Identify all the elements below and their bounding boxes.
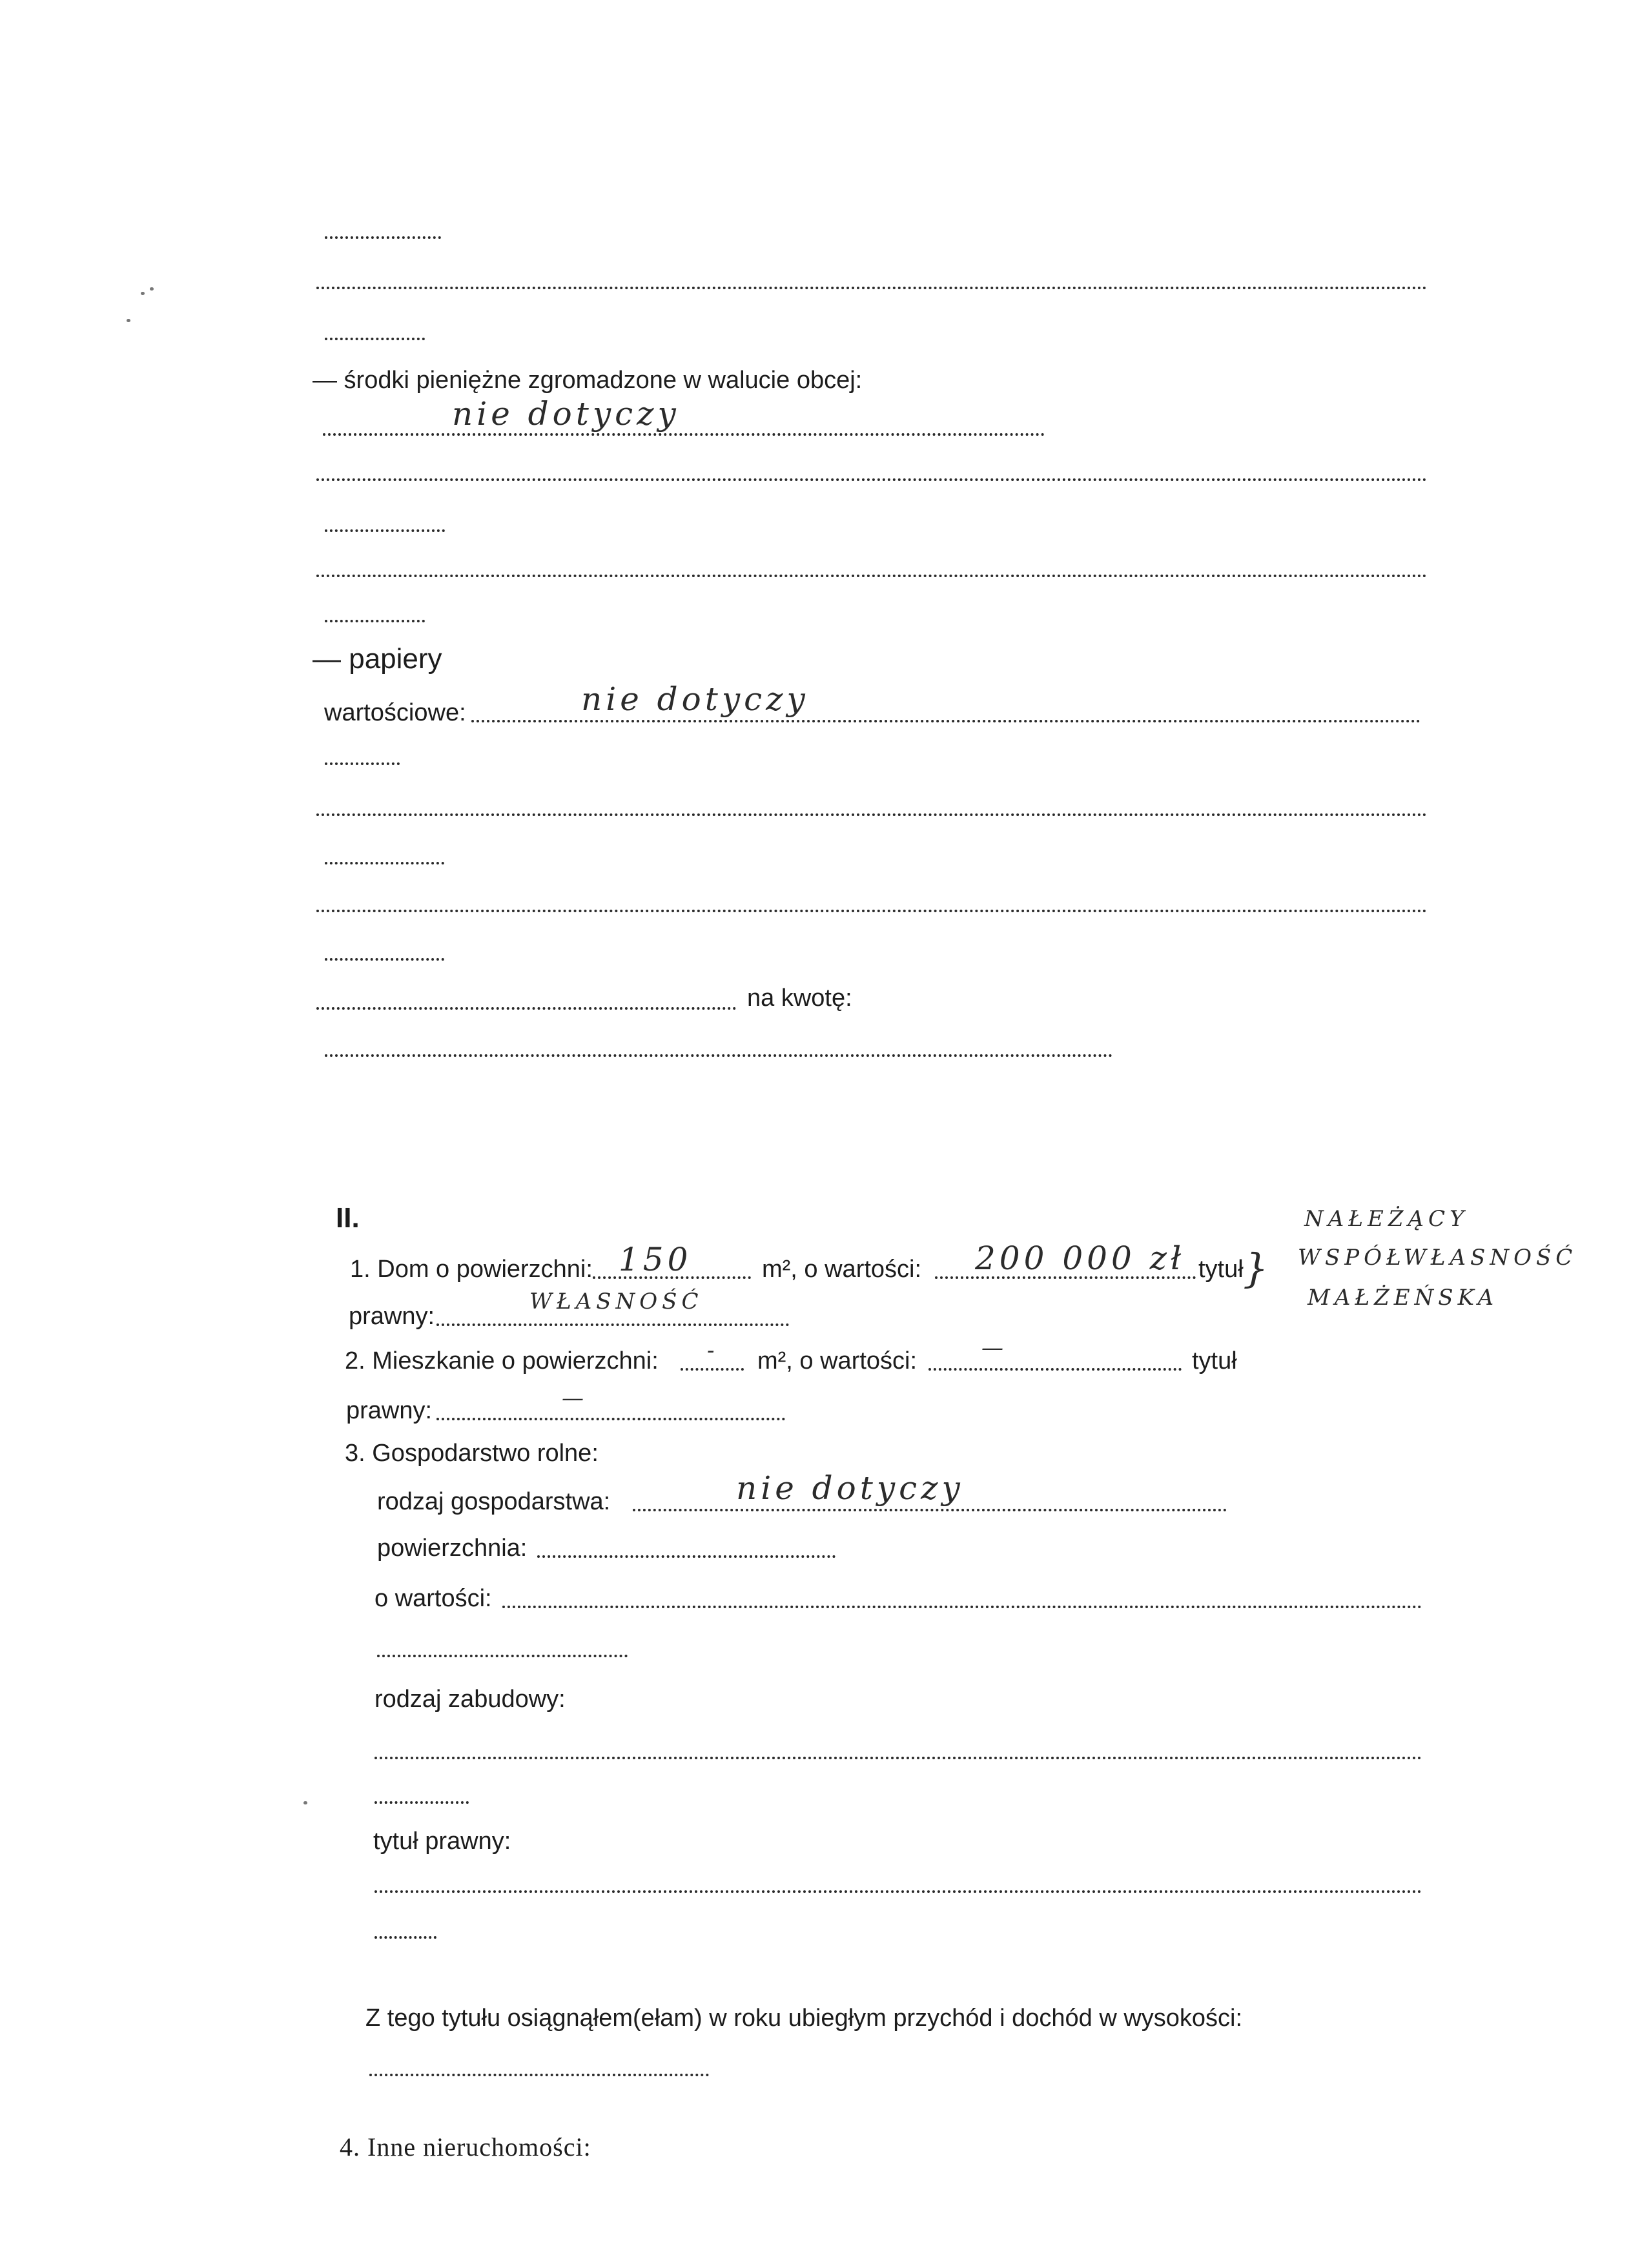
other-property-label: 4. Inne nieruchomości:: [340, 2132, 591, 2161]
apartment-area-unit: m², o wartości:: [757, 1347, 918, 1374]
farm-area-label: powierzchnia:: [377, 1535, 528, 1562]
dotted-line: [374, 1757, 1422, 1759]
farm-type-label: rodzaj gospodarstwa:: [377, 1488, 611, 1515]
dotted-line: [316, 478, 1427, 481]
amount-label: na kwotę:: [747, 985, 852, 1012]
dotted-line: [325, 529, 445, 532]
income-label: Z tego tytułu osiągnąłem(ełam) w roku ubiegłym przychód i dochód w wysokości:: [365, 2005, 1243, 2032]
house-area-unit: m², o wartości:: [762, 1256, 922, 1283]
apartment-value: —: [981, 1335, 1008, 1361]
dotted-line: [316, 575, 1427, 577]
scan-speck: [141, 292, 145, 295]
dotted-line: [374, 1936, 436, 1939]
dotted-line: [436, 1418, 785, 1420]
dotted-line: [316, 813, 1427, 816]
dotted-line: [537, 1555, 836, 1558]
house-legal-label: prawny:: [349, 1303, 435, 1330]
dotted-line: [928, 1368, 1182, 1371]
apartment-legal-answer: —: [562, 1385, 588, 1411]
dotted-line: [325, 338, 425, 340]
house-legal-answer: WŁASNOŚĆ: [529, 1289, 703, 1314]
dotted-line: [316, 1007, 736, 1010]
farm-value-label: o wartości:: [374, 1585, 492, 1612]
house-side-note: WSPÓŁWŁASNOŚĆ: [1298, 1245, 1577, 1271]
house-value: 200 000 zł: [975, 1240, 1185, 1277]
house-side-note: MAŁŻEŃSKA: [1307, 1285, 1499, 1311]
dotted-line: [633, 1509, 1227, 1511]
dotted-line: [323, 433, 1045, 436]
house-side-note: NAŁEŻĄCY: [1304, 1206, 1469, 1232]
farm-type-answer: nie dotyczy: [736, 1469, 964, 1507]
apartment-title-label: tytuł: [1192, 1347, 1237, 1374]
section-heading: II.: [336, 1202, 360, 1234]
dotted-line: [471, 720, 1420, 722]
foreign-currency-answer: nie dotyczy: [452, 395, 680, 433]
house-label: 1. Dom o powierzchni:: [350, 1256, 593, 1283]
dotted-line: [316, 287, 1427, 289]
scan-speck: [150, 287, 154, 291]
dotted-line: [436, 1323, 789, 1326]
scan-speck: [303, 1801, 307, 1804]
dotted-line: [502, 1606, 1422, 1608]
house-area: 150: [619, 1241, 692, 1278]
dotted-line: [325, 236, 441, 239]
dotted-line: [325, 620, 425, 622]
dotted-line: [325, 1054, 1113, 1057]
apartment-legal-label: prawny:: [346, 1397, 433, 1424]
dotted-line: [374, 1890, 1422, 1893]
dotted-line: [377, 1655, 628, 1657]
farm-buildings-label: rodzaj zabudowy:: [374, 1686, 566, 1713]
dotted-line: [369, 2074, 709, 2076]
securities-answer: nie dotyczy: [581, 680, 809, 718]
dotted-line: [325, 762, 400, 765]
dotted-line: [681, 1368, 744, 1371]
apartment-area: -: [707, 1338, 719, 1364]
dotted-line: [316, 910, 1427, 912]
apartment-label: 2. Mieszkanie o powierzchni:: [345, 1347, 659, 1374]
dotted-line: [374, 1801, 469, 1804]
scan-speck: [127, 319, 130, 322]
house-title-label: tytuł: [1198, 1256, 1244, 1283]
brace: }: [1243, 1245, 1273, 1292]
dotted-line: [325, 958, 444, 961]
farm-legal-label: tytuł prawny:: [373, 1828, 511, 1855]
securities-label-continued: wartościowe:: [324, 699, 466, 726]
dotted-line: [325, 862, 444, 864]
farm-label: 3. Gospodarstwo rolne:: [345, 1440, 599, 1467]
securities-label: — papiery: [313, 643, 442, 675]
foreign-currency-label: — środki pieniężne zgromadzone w walucie obcej:: [313, 367, 863, 394]
